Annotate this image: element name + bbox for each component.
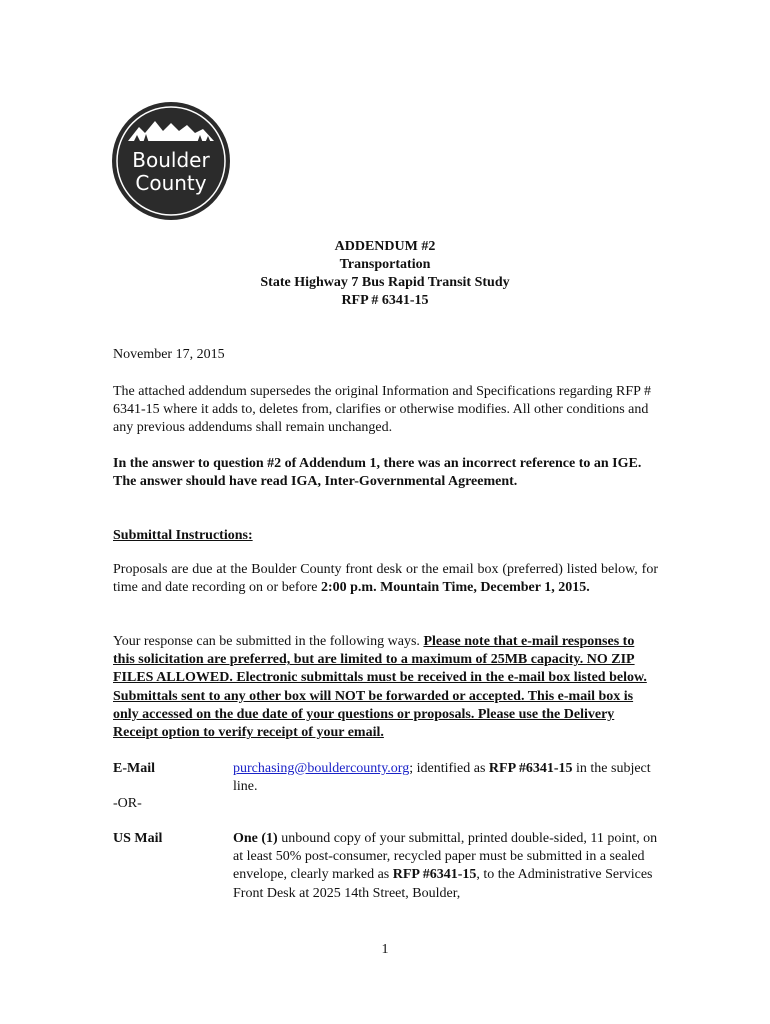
mail-text-2: , to the Administrative Services Front Desk at 2025 14th Street, Boulder, <box>233 867 653 901</box>
purchasing-email-link[interactable]: purchasing@bouldercounty.org <box>233 761 410 776</box>
addendum-header <box>0 238 770 310</box>
submission-notice: Please note that e-mail responses to this solicitation are preferred, but are limited to a maximum of 25MB capacity. NO ZIP FILES ALLOWED. Electronic submittals must be received in the e-mail box listed below. Submittals sent to any other box will NOT be forwarded or accepted. This e-mail box is only accessed on the due date of your questions or proposals. Please use the Delivery Receipt option to verify receipt of your email. <box>113 634 647 741</box>
us-mail-description <box>233 830 658 903</box>
mail-rfp-number: RFP #6341-15 <box>392 867 477 883</box>
mail-text-1: unbound copy of your submittal, printed double-sided, 11 point, on at least 50% post-consumer, recycled paper must be submitted in a sealed envelope, clearly marked as <box>233 831 658 883</box>
header-title: ADDENDUM #2 <box>334 239 436 254</box>
proposal-due-text: Proposals are due at the Boulder County front desk or the email box (preferred) listed below, for time and date recording on or before <box>113 562 658 596</box>
logo-text-boulder: Boulder <box>132 148 210 172</box>
header-project: State Highway 7 Bus Rapid Transit Study <box>260 275 510 290</box>
submission-methods-paragraph <box>113 633 658 742</box>
submittal-heading: Submittal Instructions: <box>113 528 253 543</box>
boulder-county-logo <box>111 101 231 221</box>
proposal-due-deadline: 2:00 p.m. Mountain Time, December 1, 2015. <box>320 580 590 596</box>
us-mail-label: US Mail <box>113 831 163 846</box>
submission-intro-text: Your response can be submitted in the following ways. <box>113 634 424 649</box>
correction-paragraph: In the answer to question #2 of Addendum 1, there was an incorrect reference to an IGE. The answer should have read IGA, Inter-Governmental Agreement. <box>113 456 642 490</box>
email-method-label: E-Mail <box>113 761 155 776</box>
email-rfp-number: RFP #6341-15 <box>488 761 573 776</box>
page-number: 1 <box>381 942 389 957</box>
email-end-text: in the subject line. <box>233 761 651 795</box>
or-separator: -OR- <box>113 796 142 811</box>
header-rfp: RFP # 6341-15 <box>341 293 429 308</box>
email-mid-text: ; identified as <box>409 761 489 776</box>
intro-paragraph: The attached addendum supersedes the original Information and Specifications regarding RFP # 6341-15 where it adds to, deletes from, clarifies or otherwise modifies. All other conditions and any previous addendums shall remain unchanged. <box>113 384 651 436</box>
email-method-description <box>233 760 658 796</box>
proposal-due-paragraph <box>113 561 658 597</box>
header-department: Transportation <box>339 257 431 272</box>
logo-text-county: County <box>135 171 207 195</box>
mail-copy-count: One (1) <box>233 831 278 846</box>
document-date: November 17, 2015 <box>113 347 225 362</box>
